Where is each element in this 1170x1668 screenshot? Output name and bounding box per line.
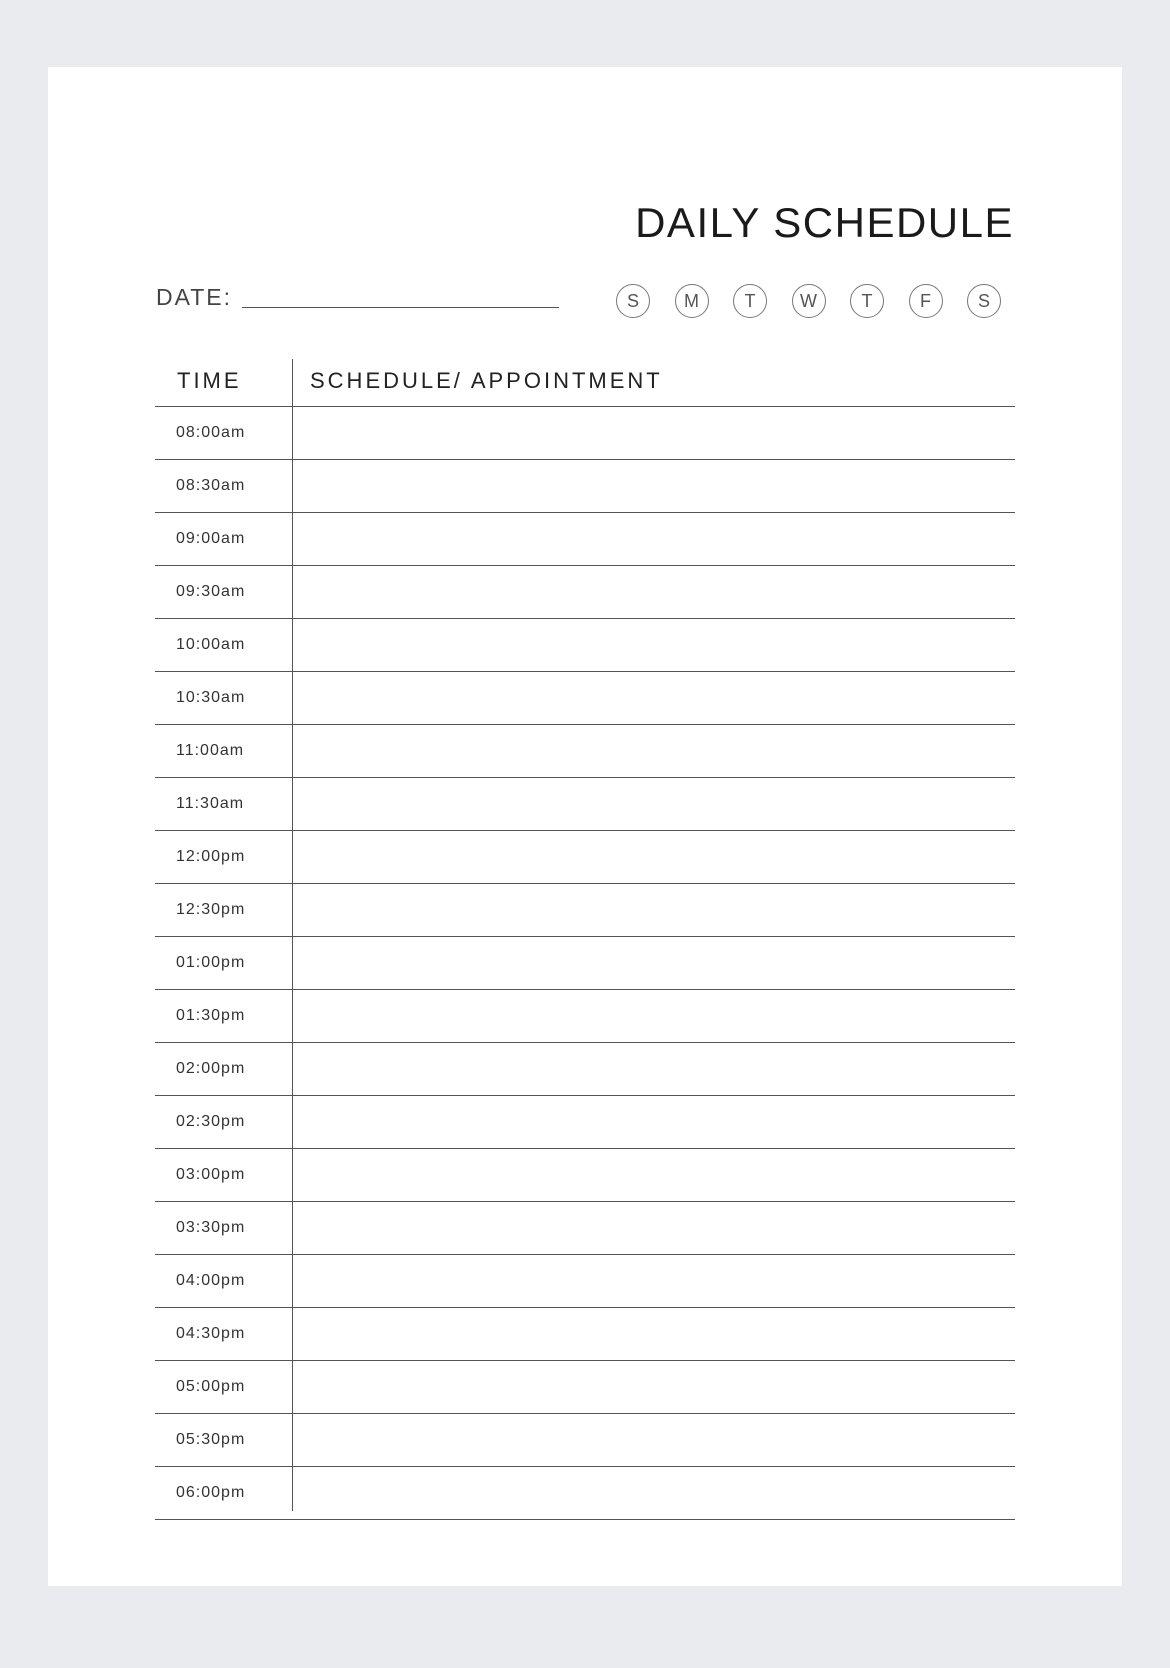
table-row (155, 1202, 1015, 1255)
time-label: 10:30am (176, 689, 246, 706)
table-row (155, 1308, 1015, 1361)
day-circle-monday[interactable]: M (675, 284, 709, 318)
appointment-slot[interactable] (295, 672, 1015, 724)
table-row (155, 407, 1015, 460)
table-row (155, 725, 1015, 778)
table-row (155, 619, 1015, 672)
appointment-slot[interactable] (295, 1043, 1015, 1095)
time-label: 01:30pm (176, 1007, 246, 1024)
day-circle-friday[interactable]: F (909, 284, 943, 318)
table-body (155, 407, 1015, 1520)
appointment-slot[interactable] (295, 407, 1015, 459)
time-label: 12:30pm (176, 901, 246, 918)
time-label: 08:00am (176, 424, 246, 441)
time-label: 04:30pm (176, 1325, 246, 1342)
planner-page (48, 67, 1122, 1586)
day-circle-wednesday[interactable]: W (792, 284, 826, 318)
appointment-slot[interactable] (295, 884, 1015, 936)
table-row (155, 1414, 1015, 1467)
day-circle-thursday[interactable]: T (850, 284, 884, 318)
time-label: 12:00pm (176, 848, 246, 865)
day-circle-saturday[interactable]: S (967, 284, 1001, 318)
table-header (155, 359, 1015, 407)
table-row (155, 566, 1015, 619)
table-row (155, 1149, 1015, 1202)
appointment-slot[interactable] (295, 1255, 1015, 1307)
appointment-slot[interactable] (295, 1308, 1015, 1360)
schedule-column-header: SCHEDULE/ APPOINTMENT (310, 368, 663, 393)
appointment-slot[interactable] (295, 831, 1015, 883)
date-input-line[interactable] (242, 307, 559, 308)
appointment-slot[interactable] (295, 778, 1015, 830)
appointment-slot[interactable] (295, 619, 1015, 671)
appointment-slot[interactable] (295, 513, 1015, 565)
time-label: 11:30am (176, 795, 245, 812)
time-label: 09:30am (176, 583, 246, 600)
table-row (155, 460, 1015, 513)
appointment-slot[interactable] (295, 725, 1015, 777)
table-row (155, 937, 1015, 990)
appointment-slot[interactable] (295, 1149, 1015, 1201)
date-label: DATE: (156, 284, 233, 310)
day-circle-tuesday[interactable]: T (733, 284, 767, 318)
appointment-slot[interactable] (295, 1361, 1015, 1413)
time-label: 06:00pm (176, 1484, 246, 1501)
day-circle-sunday[interactable]: S (616, 284, 650, 318)
appointment-slot[interactable] (295, 1096, 1015, 1148)
appointment-slot[interactable] (295, 566, 1015, 618)
schedule-table (155, 359, 1015, 1520)
appointment-slot[interactable] (295, 937, 1015, 989)
table-row (155, 1361, 1015, 1414)
time-label: 01:00pm (176, 954, 246, 971)
time-label: 05:00pm (176, 1378, 246, 1395)
table-row (155, 884, 1015, 937)
table-row (155, 990, 1015, 1043)
table-row (155, 513, 1015, 566)
time-label: 05:30pm (176, 1431, 246, 1448)
appointment-slot[interactable] (295, 990, 1015, 1042)
time-label: 08:30am (176, 477, 246, 494)
weekday-selector (616, 284, 1001, 318)
table-row (155, 1255, 1015, 1308)
appointment-slot[interactable] (295, 460, 1015, 512)
table-row (155, 1043, 1015, 1096)
time-label: 04:00pm (176, 1272, 246, 1289)
time-label: 09:00am (176, 530, 246, 547)
appointment-slot[interactable] (295, 1414, 1015, 1466)
time-label: 03:30pm (176, 1219, 246, 1236)
table-row (155, 778, 1015, 831)
page-title: DAILY SCHEDULE (635, 199, 1014, 246)
appointment-slot[interactable] (295, 1467, 1015, 1519)
time-column-header: TIME (177, 368, 242, 393)
time-label: 11:00am (176, 742, 245, 759)
time-label: 02:00pm (176, 1060, 246, 1077)
table-row (155, 1096, 1015, 1149)
table-row (155, 1467, 1015, 1520)
table-row (155, 831, 1015, 884)
table-row (155, 672, 1015, 725)
time-label: 10:00am (176, 636, 246, 653)
time-label: 03:00pm (176, 1166, 246, 1183)
time-label: 02:30pm (176, 1113, 246, 1130)
appointment-slot[interactable] (295, 1202, 1015, 1254)
